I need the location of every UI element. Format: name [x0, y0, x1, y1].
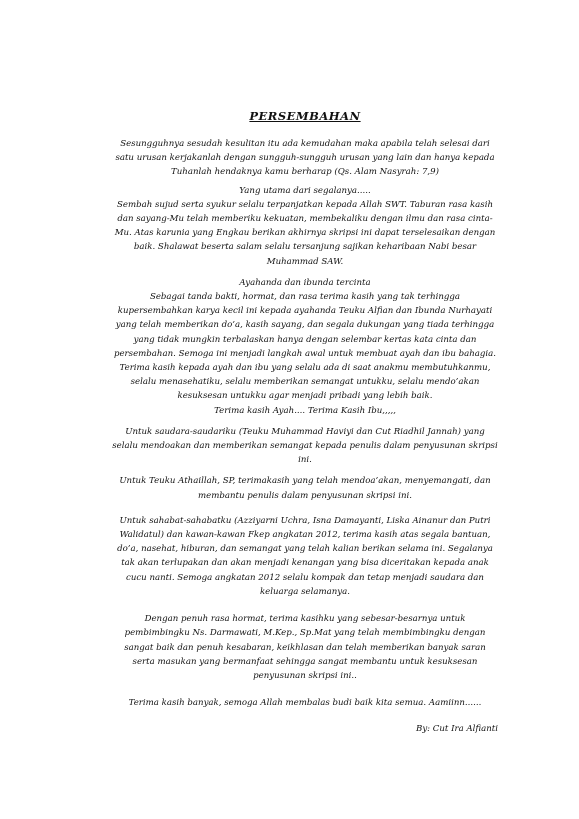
closing-paragraph: Terima kasih banyak, semoga Allah membalas budi baik kita semua. Aamiinn...... [128, 698, 482, 709]
supervisor-paragraph: Dengan penuh rasa hormat, terima kasihku yang sebesar-besarnya untuk pembimbingku Ns. Darmawati, M.Kep., Sp.Mat yang telah membimbingku dengan sangat baik dan penuh kesabaran, keikhlasan dan telah memberikan banyak saran serta masukan yang bermanfaat sehingga sangat membantu untuk kesuksesan penyusunan skripsi ini.. [124, 614, 486, 681]
signature: By: Cut Ira Alfianti [416, 724, 498, 735]
page-title: PERSEMBAHAN [249, 109, 361, 123]
siblings-paragraph: Untuk saudara-saudariku (Teuku Muhammad Haviyi dan Cut Riadhil Jannah) yang selalu mendoakan dan memberikan semangat kepada penulis dalam penyusunan skripsi ini. [112, 426, 498, 466]
thanks-parents-line: Terima kasih Ayah.... Terima Kasih Ibu,,,,, [214, 405, 396, 416]
dedication-heading-parents: Ayahanda dan ibunda tercinta [239, 277, 371, 288]
parents-paragraph: Sebagai tanda bakti, hormat, dan rasa terima kasih yang tak terhingga kupersembahkan karya kecil ini kepada ayahanda Teuku Alfian dan Ibunda Nurhayati yang telah memberikan do’a, kasih sayang, dan segala dukungan yang tiada terhingga yang tidak mungkin terbalaskan hanya dengan selembar kertas kata cinta dan persembahan. Semoga ini menjadi langkah awal untuk membuat ayah dan ibu bahagia. Terima kasih kepada ayah dan ibu yang selalu ada di saat anakmu membutuhkanmu, selalu menasehatiku, selalu memberikan semangat untukku, selalu mendo’akan kesuksesan untukku agar menjadi pribadi yang lebih baik. [113, 292, 497, 402]
dedication-page [112, 108, 498, 737]
quran-quote-paragraph: Sesungguhnya sesudah kesulitan itu ada kemudahan maka apabila telah selesai dari satu urusan kerjakanlah dengan sungguh-sungguh urusan yang lain dan hanya kepada Tuhanlah hendaknya kamu berharap (Qs. Alam Nasyrah: 7,9) [115, 139, 495, 178]
friends-paragraph: Untuk sahabat-sahabatku (Azziyarni Uchra, Isna Damayanti, Liska Ainanur dan Putri Walidatul) dan kawan-kawan Fkep angkatan 2012, terima kasih atas segala bantuan, do’a, nasehat, hiburan, dan semangat yang telah kalian berikan selama ini. Segalanya tak akan terlupakan dan akan menjadi kenangan yang bisa diceritakan kepada anak cucu nanti. Semoga angkatan 2012 selalu kompak dan tetap menjadi saudara dan keluarga selamanya. [117, 515, 493, 597]
gratitude-god-paragraph: Sembah sujud serta syukur selalu terpanjatkan kepada Allah SWT. Taburan rasa kasih dan sayang-Mu telah memberiku kekuatan, membekaliku dengan ilmu dan rasa cinta-Mu. Atas karunia yang Engkau berikan akhirnya skripsi ini dapat terselesaikan dengan baik. Shalawat beserta salam selalu tersanjung sajikan keharibaan Nabi besar Muhammad SAW. [114, 199, 496, 267]
dedication-heading-god: Yang utama dari segalanya..... [239, 185, 371, 196]
relative-paragraph: Untuk Teuku Athaillah, SP, terimakasih yang telah mendoa’akan, menyemangati, dan membantu penulis dalam penyusunan skripsi ini. [119, 476, 491, 501]
